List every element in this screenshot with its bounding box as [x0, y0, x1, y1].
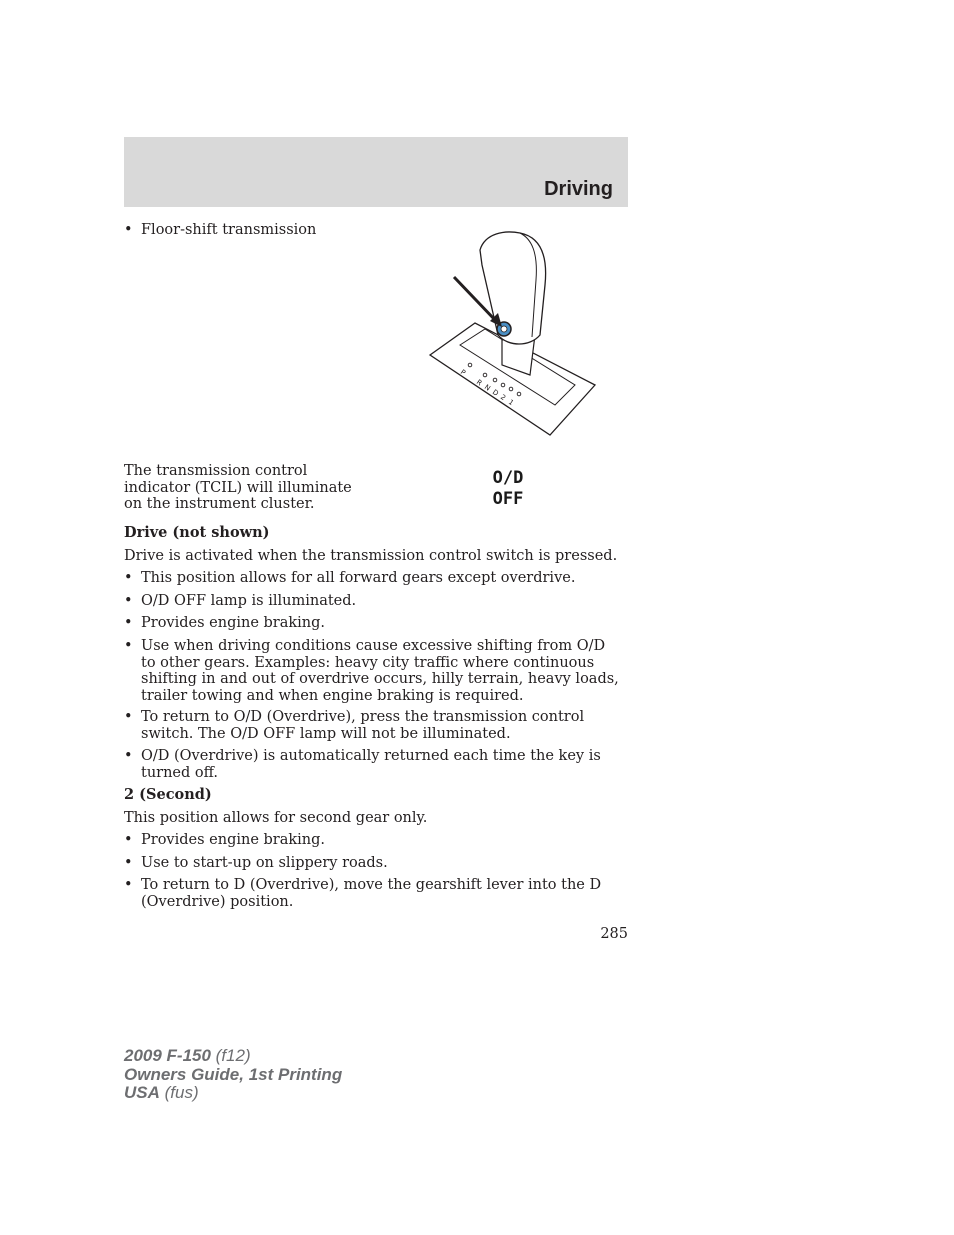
bullet-dot: •: [124, 570, 133, 586]
bullet-dot: •: [124, 615, 133, 631]
list-item: [124, 638, 624, 704]
list-item-text: Provides engine braking.: [141, 615, 326, 631]
list-item-text: O/D OFF lamp is illuminated.: [141, 593, 357, 609]
od-off-line1: O/D: [492, 468, 524, 488]
list-item: [124, 832, 624, 850]
list-item: [124, 877, 624, 911]
list-item: [124, 748, 624, 782]
list-item: [124, 615, 624, 633]
gate-label-P: P: [458, 368, 467, 378]
bullet-dot: •: [124, 855, 133, 871]
footer-market-code: (fus): [159, 1083, 199, 1102]
list-item: [124, 593, 624, 611]
footer-line-3: [124, 1084, 342, 1103]
gate-label-D: D: [490, 388, 500, 398]
bullet-dot: •: [124, 222, 133, 238]
drive-intro: Drive is activated when the transmission control switch is pressed.: [124, 548, 618, 564]
list-item-text: To return to O/D (Overdrive), press the transmission control switch. The O/D OFF lamp will not be illuminated.: [141, 709, 585, 742]
gate-label-N: N: [482, 383, 492, 393]
footer-market: USA: [124, 1083, 160, 1102]
gate-label-R: R: [474, 378, 484, 388]
list-item-text: Use when driving conditions cause excessive shifting from O/D to other gears. Examples: heavy city traffic where continuous shifting in and out of overdrive occurs, hilly terrain, heavy loads, trailer towing and when engine braking is required.: [141, 638, 619, 704]
section-title: Driving: [544, 178, 613, 200]
list-item: [124, 709, 624, 743]
page-number: 285: [600, 926, 628, 942]
bullet-dot: •: [124, 832, 133, 848]
footer-model-code: (f12): [210, 1046, 251, 1065]
list-item: [124, 570, 624, 588]
list-item-text: Provides engine braking.: [141, 832, 326, 848]
second-heading: 2 (Second): [124, 786, 212, 803]
bullet-dot: •: [124, 638, 133, 654]
list-item-text: To return to D (Overdrive), move the gearshift lever into the D (Overdrive) position.: [141, 877, 602, 910]
gate-label-2: 2: [498, 393, 508, 403]
bullet-dot: •: [124, 593, 133, 609]
footer-line-1: [124, 1047, 342, 1066]
footer-line-2: [124, 1066, 342, 1085]
bullet-dot: •: [124, 748, 133, 764]
bullet-dot: •: [124, 709, 133, 725]
list-item: [124, 855, 624, 873]
floor-shifter-illustration: [420, 225, 610, 445]
list-item-text: Use to start-up on slippery roads.: [141, 855, 388, 871]
list-item-text: This position allows for all forward gears except overdrive.: [141, 570, 576, 586]
list-item-text: O/D (Overdrive) is automatically returned each time the key is turned off.: [141, 748, 601, 781]
section-header: [124, 137, 628, 207]
list-item-text: Floor-shift transmission: [141, 222, 317, 238]
od-off-lamp-symbol: [470, 468, 546, 510]
second-intro: This position allows for second gear only.: [124, 810, 428, 826]
drive-heading: Drive (not shown): [124, 524, 270, 541]
tcil-paragraph: The transmission control indicator (TCIL) will illuminate on the instrument cluster.: [124, 463, 352, 513]
footer-guide: Owners Guide, 1st Printing: [124, 1064, 343, 1084]
od-off-line2: OFF: [492, 489, 524, 509]
gate-label-1: 1: [506, 398, 516, 408]
footer-model: 2009 F-150: [124, 1046, 211, 1065]
bullet-dot: •: [124, 877, 133, 893]
document-footer: [124, 1047, 342, 1103]
